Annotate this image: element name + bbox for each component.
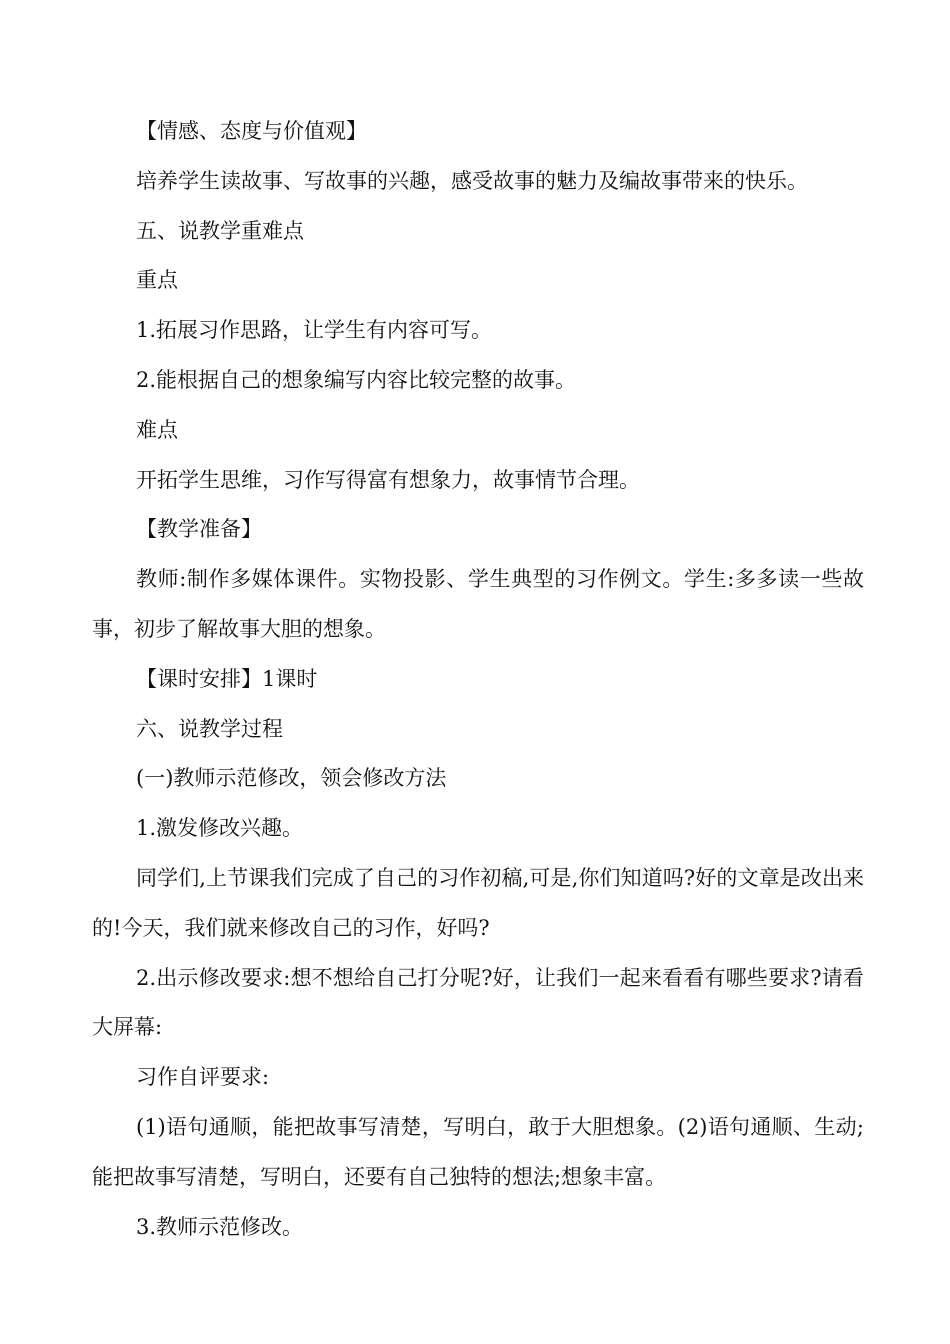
list-item-key-point-1: 1.拓展习作思路，让学生有内容可写。 (136, 318, 493, 343)
paragraph-emotion-goal: 培养学生读故事、写故事的兴趣，感受故事的魅力及编故事带来的快乐。 (136, 168, 808, 193)
section-heading-preparation: 【教学准备】 (136, 517, 262, 542)
paragraph-preparation: 教师:制作多媒体课件。实物投影、学生典型的习作例文。学生:多多读一些故事，初步了解故事大胆的想象。 (92, 567, 864, 641)
subheading-difficulties: 难点 (136, 417, 178, 442)
paragraph-step-1-content: 同学们,上节课我们完成了自己的习作初稿,可是,你们知道吗?好的文章是改出来的!今天，我们就来修改自己的习作，好吗? (92, 865, 864, 940)
section-heading-key-difficulties: 五、说教学重难点 (136, 218, 304, 243)
paragraph-self-evaluation-title: 习作自评要求: (136, 1065, 270, 1090)
list-item-step-2: 2.出示修改要求:想不想给自己打分呢?好，让我们一起来看看有哪些要求?请看大屏幕: (92, 965, 864, 1040)
paragraph-difficulty: 开拓学生思维，习作写得富有想象力，故事情节合理。 (136, 467, 640, 492)
list-item-step-3: 3.教师示范修改。 (136, 1214, 304, 1239)
section-heading-teaching-process: 六、说教学过程 (136, 716, 283, 741)
paragraph-self-evaluation-criteria: (1)语句通顺，能把故事写清楚，写明白，敢于大胆想象。(2)语句通顺、生动;能把故事写清楚，写明白，还要有自己独特的想法;想象丰富。 (92, 1114, 864, 1189)
section-heading-schedule: 【课时安排】1课时 (136, 666, 318, 691)
subheading-key-points: 重点 (136, 268, 178, 293)
subheading-teacher-demo: (一)教师示范修改，领会修改方法 (136, 766, 447, 791)
section-heading-emotion-values: 【情感、态度与价值观】 (136, 119, 367, 143)
document-body (92, 107, 864, 1252)
list-item-step-1: 1.激发修改兴趣。 (136, 816, 304, 841)
list-item-key-point-2: 2.能根据自己的想象编写内容比较完整的故事。 (136, 367, 577, 392)
